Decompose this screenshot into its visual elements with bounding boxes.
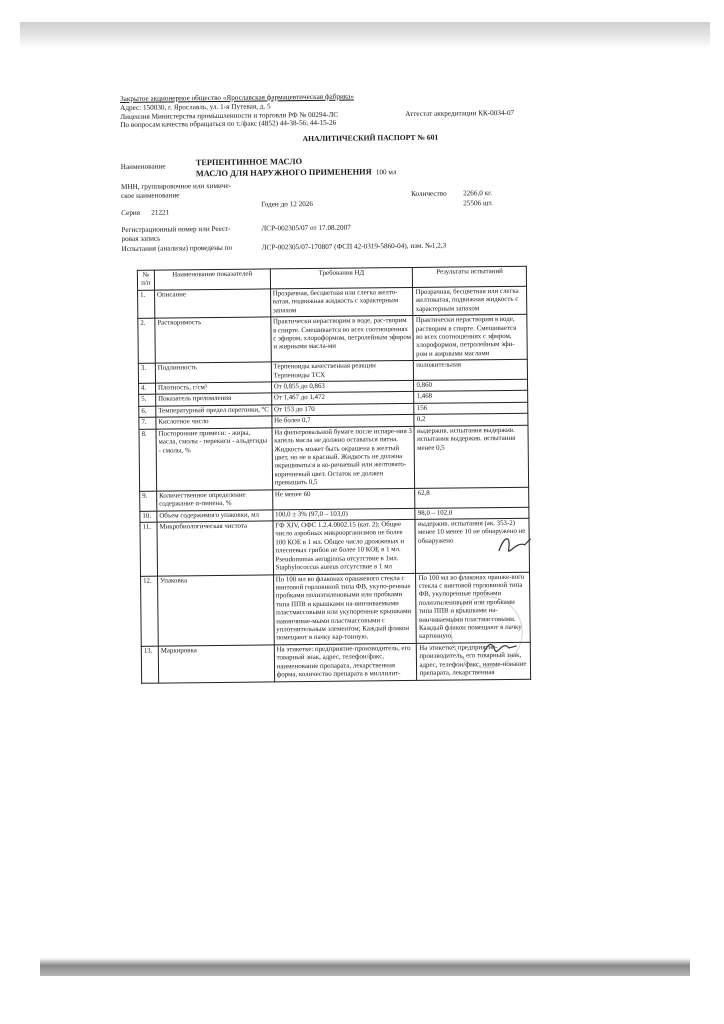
quantity-label: Количество: [411, 189, 447, 198]
row-requirement: 100,0 ± 3% (97,0 – 103,0): [273, 508, 416, 521]
inn-label-1: МНН, группировочное или химиче-: [120, 181, 232, 191]
scan-edge-top: [20, 22, 710, 48]
header-block: [120, 90, 620, 130]
name-value-2: МАСЛО ДЛЯ НАРУЖНОГО ПРИМЕНЕНИЯ: [195, 167, 372, 179]
row-number: 9.: [140, 491, 157, 511]
volume: 100 мл: [375, 168, 397, 177]
tests-label: Испытания (анализы) проведены по: [121, 243, 233, 253]
reg-label-2: ровая запись: [121, 234, 161, 243]
company-name: Закрытое акционерное общество «Ярославская фармацевтическая фабрика»: [120, 92, 354, 103]
row-number: 8.: [139, 429, 157, 491]
row-number: 3.: [138, 363, 155, 383]
table-row: [138, 314, 527, 363]
series-value: 21221: [151, 208, 170, 217]
row-requirement: Практически нерастворим в воде, рас-творим в спирте. Смешивается во всех соотношениях с эфиром, хлороформом, петролейным эфиром и жирными масла-ми: [270, 316, 413, 363]
row-requirement: От 0,855 до 0,863: [271, 381, 414, 394]
row-indicator: Растворимость: [155, 317, 271, 363]
contact-line: По вопросам качества обращаться по т./факс (4852) 44-38-56; 44-15-26: [120, 119, 337, 130]
row-indicator: Кислотное число: [156, 416, 272, 429]
row-indicator: Микробиологическая чистота: [157, 521, 273, 576]
row-number: 7.: [139, 417, 156, 429]
row-result: 98,0 – 102,0: [415, 507, 529, 520]
row-indicator: Подлинность: [155, 362, 271, 383]
license-line: Лицензия Министерства промышленности и торговли РФ № 00294-ЛС: [120, 110, 339, 121]
row-number: 5.: [139, 395, 156, 407]
passport-page: [120, 90, 627, 735]
valid-until: Годен до 12 2026: [261, 199, 314, 209]
row-result: 156: [414, 402, 528, 415]
tests-value: ЛСР-002305/07-170807 (ФСП 42-0319-5860-04), изм. №1,2,3: [261, 241, 447, 252]
row-result: 62,8: [415, 487, 529, 508]
row-number: 11.: [140, 522, 157, 576]
row-requirement: От 1,467 до 1,472: [271, 392, 414, 405]
row-indicator: Упаковка: [157, 574, 273, 646]
table-row: [139, 425, 529, 491]
row-number: 12.: [141, 576, 159, 647]
row-number: 6.: [139, 406, 156, 418]
row-number: 4.: [139, 383, 156, 395]
name-label: Наименование: [120, 162, 166, 171]
table-row: [138, 286, 527, 318]
row-result: выдержив. испытания выдержив. испытания выдержив. испытания менее 0,5: [414, 425, 528, 488]
quantity-kg: 2266,0 кг.: [463, 189, 493, 198]
header-requirements: Требования НД: [270, 267, 413, 288]
header-indicator: Наименование показателей: [154, 269, 270, 290]
row-requirement: Терпеноиды качественная реакции Терпеноиды ТСХ: [271, 361, 414, 382]
row-indicator: Посторонние примеси: - жиры, масла, смолы - перекиси - альдегиды - смолы, %: [156, 428, 272, 491]
row-result: положительная: [414, 359, 528, 380]
row-number: 13.: [141, 646, 158, 683]
signature-mark: [495, 531, 535, 561]
row-indicator: Количественное определение содержание α-пинена, %: [157, 490, 273, 511]
row-result: 0,2: [414, 414, 528, 427]
row-requirement: По 100 мл во флаконах оранжевого стекла с винтовой горловиной типа ФВ, укупо-ренные пробками полиэтиленовыми или пробками типа ППВ и крышками на-винчиваемыми пластмассовыми или укупоренные крышками навинчивае-мыми пластмассовыми с уплотнительным элементом; Каждый флакон помещают в пачку кар-тонную.: [273, 573, 417, 645]
series-label: Серия: [121, 208, 141, 217]
row-indicator: Температурный предел перегонки, °С: [156, 405, 272, 418]
table-row: [140, 518, 530, 576]
row-indicator: Маркировка: [158, 645, 274, 683]
signature-mark-2: [481, 636, 521, 661]
row-result: Практически нерастворим в воде, растворим в спирте. Смешивается во всех соотношениях с эфиром, хлороформом, петролейным эфи-ром и жирными маслами: [413, 314, 527, 360]
row-requirement: Не более 0,7: [272, 415, 415, 428]
row-number: 2.: [138, 318, 155, 363]
row-requirement: ГФ XIV, ОФС 1.2.4.0002.15 (кат. 2): Общее число аэробных микроорганизмов не более 100 КОЕ в 1 мл. Общее число дрожжевых и плесневых грибов не более 10 КОЕ в 1 мл. Pseudomonas aeruginosa отсутствие в 1мл. Staphylococcus aureus отсутствие в 1 мл: [273, 519, 416, 574]
reg-label-1: Регистрационный номер или Реест-: [121, 224, 231, 234]
row-requirement: На фильтровальной бумаге после испаре-ния 3 капель масла не должно оставаться пятна. Жидкость может быть окрашена в желтый цвет, но не в красный. Жидкость не должна окрашиваться в ко-ричневый или желтовато-коричневый цвет. Остаток не должен превышать 0,5: [272, 426, 415, 489]
row-result: 1,468: [414, 391, 528, 404]
scan-edge-bottom: [40, 958, 690, 976]
row-result: выдержив. испытания (ак. 353-2) менее 10 менее 10 не обнаружено не обнаружено: [415, 518, 529, 573]
reg-value: ЛСР-002305/07 от 17.08.2007: [261, 223, 351, 233]
row-indicator: Плотность, г/см³: [155, 382, 271, 395]
company-address: Адрес: 150030, г. Ярославль, ул. 1-я Путевая, д. 5: [120, 102, 271, 112]
row-indicator: Показатель преломления: [156, 393, 272, 406]
row-number: 1.: [138, 290, 155, 318]
name-value-1: ТЕРПЕНТИННОЕ МАСЛО: [195, 157, 303, 168]
row-result: По 100 мл во флаконах оранже-вого стекла с винтовой горловиной типа ФВ, укупоренные пробками полиэтиленовыми или пробками типа ППВ и крышками на-винчиваемыми пластмассовыми. Каждый флакон помещают в пачку картонную.: [416, 572, 530, 644]
row-requirement: Не менее 60: [272, 488, 415, 509]
inn-label-2: ское наименование: [121, 191, 180, 200]
row-result: На этикетке: предприятие-производитель, его товарный знак, адрес, телефон/факс, наиме-нование препарата, лекарственная: [417, 642, 531, 680]
row-requirement: От 153 до 170: [271, 403, 414, 416]
quantity-pcs: 25506 шт.: [463, 199, 493, 208]
row-number: 10.: [140, 511, 157, 523]
document-title: АНАЛИТИЧЕСКИЙ ПАСПОРТ № 601: [302, 132, 439, 144]
header-results: Результаты испытаний: [413, 266, 527, 287]
row-indicator: Объем содержимого упаковки, мл: [157, 509, 273, 522]
row-requirement: На этикетке: предприятие-производитель, его товарный знак, адрес, телефон/факс, наименование препарата, лекарственная форма, количество препарата в миллилит-: [274, 643, 417, 681]
row-result: 0,860: [414, 379, 528, 392]
row-requirement: Прозрачная, бесцветная или слегка желто-ватая, подвижная жидкость с характерным запахом: [270, 287, 413, 317]
header-number: № п/п: [137, 270, 154, 290]
accreditation: Аттестат аккредитации КК-0034-07: [405, 108, 515, 119]
row-indicator: Описание: [154, 289, 270, 318]
row-result: Прозрачная, бесцветная или слегка желтоватая, подвижная жидкость с характерным запахом: [413, 286, 527, 315]
